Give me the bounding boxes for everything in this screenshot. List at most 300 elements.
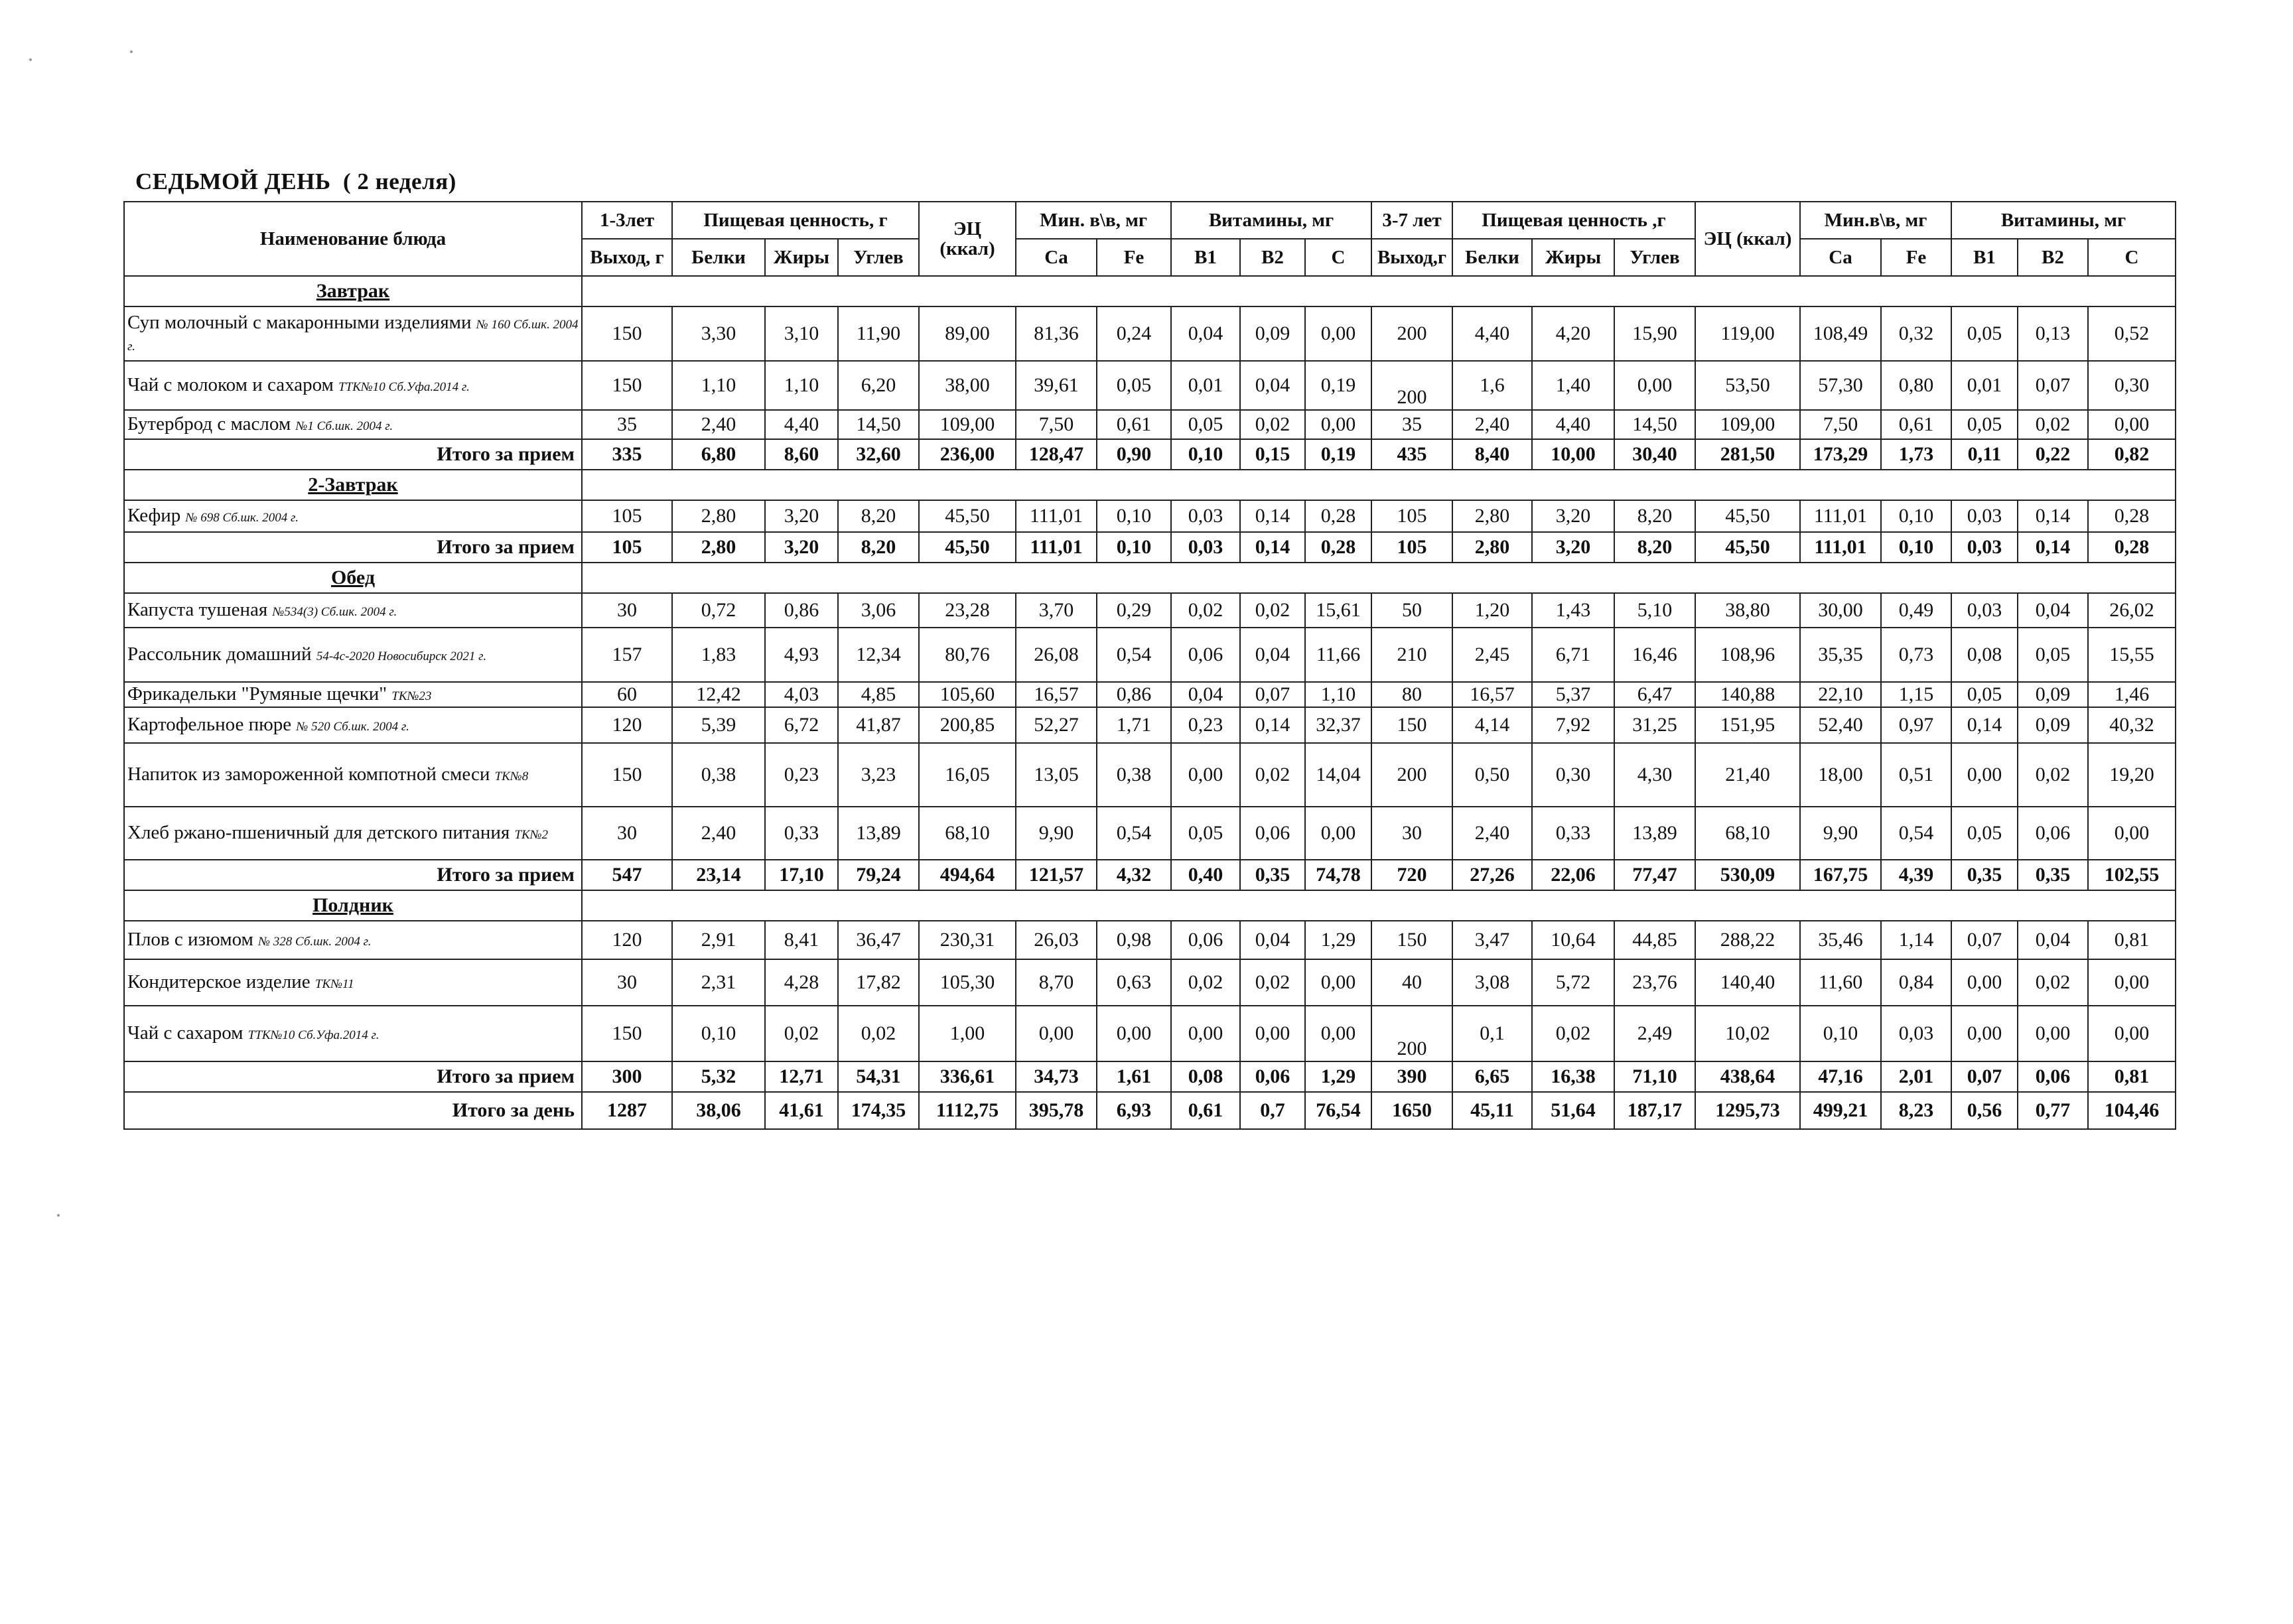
document-title: СЕДЬМОЙ ДЕНЬ ( 2 неделя) [135, 169, 456, 194]
dish-value-cell: 68,10 [919, 807, 1016, 860]
dish-value-cell: 17,82 [838, 959, 919, 1006]
dish-name: Чай с молоком и сахаром [127, 374, 334, 396]
meal-total-value-cell: 720 [1371, 860, 1452, 890]
dish-value-cell: 0,01 [1951, 361, 2018, 410]
day-total-value-cell: 6,93 [1097, 1092, 1171, 1129]
meal-total-value-cell: 45,50 [919, 532, 1016, 563]
dish-value-cell: 0,61 [1097, 410, 1171, 439]
meal-total-value-cell: 0,10 [1097, 532, 1171, 563]
dish-value-cell: 4,85 [838, 682, 919, 707]
header-ca-1: Ca [1016, 239, 1097, 276]
header-protein-2: Белки [1452, 239, 1532, 276]
dish-value-cell: 11,90 [838, 306, 919, 361]
dish-value-cell: 0,02 [1532, 1006, 1614, 1061]
meal-total-value-cell: 10,00 [1532, 439, 1614, 470]
dish-value-cell: 38,80 [1695, 593, 1800, 628]
meal-total-value-cell: 173,29 [1800, 439, 1881, 470]
dish-name-cell [124, 807, 582, 860]
dish-value-cell: 13,89 [838, 807, 919, 860]
dish-value-cell: 7,50 [1800, 410, 1881, 439]
dish-value-cell: 0,09 [1240, 306, 1305, 361]
day-total-label: Итого за день [124, 1092, 582, 1129]
dish-value-cell: 0,51 [1881, 743, 1951, 807]
section-header-row [124, 890, 2176, 921]
dish-value-cell: 0,86 [765, 593, 838, 628]
meal-total-value-cell: 300 [582, 1061, 672, 1092]
dish-value-cell: 120 [582, 707, 672, 743]
header-protein-1: Белки [672, 239, 765, 276]
dish-value-cell: 0,05 [1171, 807, 1240, 860]
header-carb-1: Углев [838, 239, 919, 276]
dish-value-cell: 4,40 [1532, 410, 1614, 439]
dish-value-cell: 16,57 [1452, 682, 1532, 707]
dish-value-cell: 23,76 [1614, 959, 1695, 1006]
dish-value-cell: 81,36 [1016, 306, 1097, 361]
meal-total-value-cell: 45,50 [1695, 532, 1800, 563]
dish-value-cell: 0,73 [1881, 628, 1951, 682]
dish-value-cell: 200 [1371, 1006, 1452, 1061]
meal-total-value-cell: 494,64 [919, 860, 1016, 890]
dish-value-cell: 0,00 [1171, 743, 1240, 807]
meal-total-value-cell: 0,10 [1171, 439, 1240, 470]
meal-total-value-cell: 0,11 [1951, 439, 2018, 470]
dish-value-cell: 1,71 [1097, 707, 1171, 743]
dish-value-cell: 41,87 [838, 707, 919, 743]
meal-total-value-cell: 17,10 [765, 860, 838, 890]
meal-total-value-cell: 32,60 [838, 439, 919, 470]
dish-name-cell [124, 707, 582, 743]
section-header-row [124, 470, 2176, 500]
dish-value-cell: 0,81 [2088, 921, 2176, 959]
dish-value-cell: 3,20 [1532, 500, 1614, 532]
dish-row [124, 410, 2176, 439]
scan-speck [57, 1214, 60, 1217]
dish-value-cell: 11,66 [1305, 628, 1371, 682]
dish-name-cell [124, 743, 582, 807]
day-total-value-cell: 1287 [582, 1092, 672, 1129]
meal-total-value-cell: 281,50 [1695, 439, 1800, 470]
dish-value-cell: 0,00 [1305, 959, 1371, 1006]
meal-total-value-cell: 0,19 [1305, 439, 1371, 470]
dish-value-cell: 0,14 [1240, 707, 1305, 743]
dish-value-cell: 150 [582, 361, 672, 410]
dish-value-cell: 0,02 [1240, 743, 1305, 807]
header-age-1-3: 1-3лет [582, 202, 672, 239]
dish-recipe-reference: 54-4с-2020 Новосибирск 2021 г. [316, 649, 487, 664]
header-fat-1: Жиры [765, 239, 838, 276]
header-b1-2: B1 [1951, 239, 2018, 276]
dish-value-cell: 21,40 [1695, 743, 1800, 807]
dish-value-cell: 0,09 [2018, 707, 2088, 743]
dish-row [124, 807, 2176, 860]
menu-body [124, 276, 2176, 1129]
dish-value-cell: 0,33 [765, 807, 838, 860]
dish-value-cell: 0,00 [1305, 1006, 1371, 1061]
dish-row [124, 593, 2176, 628]
dish-value-cell: 1,15 [1881, 682, 1951, 707]
dish-value-cell: 0,05 [1951, 306, 2018, 361]
dish-recipe-reference: № 160 Сб.шк. 2004 г. [127, 317, 579, 354]
day-total-value-cell: 0,77 [2018, 1092, 2088, 1129]
dish-value-cell: 0,06 [1171, 628, 1240, 682]
dish-row [124, 743, 2176, 807]
header-c-1: C [1305, 239, 1371, 276]
dish-value-cell: 40,32 [2088, 707, 2176, 743]
dish-recipe-reference: ТТК№10 Сб.Уфа.2014 г. [338, 380, 470, 395]
dish-value-cell: 2,80 [672, 500, 765, 532]
dish-value-cell: 0,04 [1171, 306, 1240, 361]
dish-value-cell: 0,00 [2088, 959, 2176, 1006]
dish-value-cell: 4,14 [1452, 707, 1532, 743]
dish-value-cell: 80 [1371, 682, 1452, 707]
dish-value-cell: 12,42 [672, 682, 765, 707]
meal-total-value-cell: 0,06 [1240, 1061, 1305, 1092]
dish-value-cell: 0,10 [1800, 1006, 1881, 1061]
header-nutrition-1: Пищевая ценность, г [672, 202, 919, 239]
dish-value-cell: 1,29 [1305, 921, 1371, 959]
dish-value-cell: 30,00 [1800, 593, 1881, 628]
dish-value-cell: 0,00 [2088, 1006, 2176, 1061]
meal-total-value-cell: 236,00 [919, 439, 1016, 470]
dish-recipe-reference: ТК№23 [391, 689, 432, 704]
meal-total-value-cell: 79,24 [838, 860, 919, 890]
dish-value-cell: 15,55 [2088, 628, 2176, 682]
dish-value-cell: 8,70 [1016, 959, 1097, 1006]
dish-value-cell: 0,97 [1881, 707, 1951, 743]
header-output-1: Выход, г [582, 239, 672, 276]
dish-value-cell: 0,98 [1097, 921, 1171, 959]
dish-recipe-reference: № 520 Сб.шк. 2004 г. [296, 720, 409, 734]
dish-name-cell [124, 593, 582, 628]
dish-value-cell: 14,50 [838, 410, 919, 439]
dish-value-cell: 230,31 [919, 921, 1016, 959]
dish-value-cell: 5,39 [672, 707, 765, 743]
dish-recipe-reference: №534(3) Сб.шк. 2004 г. [272, 605, 397, 620]
dish-value-cell: 0,02 [1240, 593, 1305, 628]
dish-value-cell: 80,76 [919, 628, 1016, 682]
dish-name: Рассольник домашний [127, 643, 312, 665]
meal-total-value-cell: 6,65 [1452, 1061, 1532, 1092]
meal-total-label: Итого за прием [124, 860, 582, 890]
dish-value-cell: 3,30 [672, 306, 765, 361]
dish-value-cell: 200 [1371, 306, 1452, 361]
dish-value-cell: 0,02 [1171, 593, 1240, 628]
meal-total-value-cell: 0,82 [2088, 439, 2176, 470]
dish-value-cell: 6,47 [1614, 682, 1695, 707]
dish-value-cell: 3,08 [1452, 959, 1532, 1006]
header-minerals-1: Мин. в\в, мг [1016, 202, 1171, 239]
dish-value-cell: 0,19 [1305, 361, 1371, 410]
dish-value-cell: 3,06 [838, 593, 919, 628]
section-filler [582, 563, 2176, 593]
dish-value-cell: 200,85 [919, 707, 1016, 743]
day-total-value-cell: 8,23 [1881, 1092, 1951, 1129]
day-total-value-cell: 174,35 [838, 1092, 919, 1129]
dish-value-cell: 140,88 [1695, 682, 1800, 707]
dish-name: Кондитерское изделие [127, 971, 311, 993]
meal-total-row [124, 1061, 2176, 1092]
dish-value-cell: 19,20 [2088, 743, 2176, 807]
dish-value-cell: 35 [1371, 410, 1452, 439]
dish-name: Кефир [127, 505, 181, 527]
dish-row [124, 959, 2176, 1006]
dish-value-cell: 0,84 [1881, 959, 1951, 1006]
dish-value-cell: 0,00 [1305, 306, 1371, 361]
meal-total-value-cell: 2,01 [1881, 1061, 1951, 1092]
dish-value-cell: 0,50 [1452, 743, 1532, 807]
dish-value-cell: 0,05 [1097, 361, 1171, 410]
meal-total-value-cell: 0,10 [1881, 532, 1951, 563]
dish-value-cell: 0,33 [1532, 807, 1614, 860]
day-total-value-cell: 0,61 [1171, 1092, 1240, 1129]
dish-value-cell: 150 [582, 1006, 672, 1061]
dish-value-cell: 18,00 [1800, 743, 1881, 807]
dish-value-cell: 105,30 [919, 959, 1016, 1006]
dish-value-cell: 0,03 [1951, 593, 2018, 628]
dish-value-cell: 13,05 [1016, 743, 1097, 807]
section-title: 2-Завтрак [124, 470, 582, 500]
dish-value-cell: 0,00 [2088, 807, 2176, 860]
dish-row [124, 921, 2176, 959]
meal-total-value-cell: 71,10 [1614, 1061, 1695, 1092]
meal-total-value-cell: 77,47 [1614, 860, 1695, 890]
dish-name: Суп молочный с макаронными изделиями [127, 311, 472, 333]
dish-value-cell: 22,10 [1800, 682, 1881, 707]
meal-total-value-cell: 547 [582, 860, 672, 890]
dish-value-cell: 32,37 [1305, 707, 1371, 743]
meal-total-value-cell: 0,35 [1240, 860, 1305, 890]
dish-value-cell: 0,52 [2088, 306, 2176, 361]
header-dish-name: Наименование блюда [124, 202, 582, 276]
dish-value-cell: 45,50 [919, 500, 1016, 532]
dish-value-cell: 0,04 [1240, 921, 1305, 959]
section-title: Обед [124, 563, 582, 593]
dish-name-cell [124, 1006, 582, 1061]
dish-value-cell: 0,00 [1951, 959, 2018, 1006]
dish-value-cell: 0,04 [1240, 361, 1305, 410]
day-total-value-cell: 0,56 [1951, 1092, 2018, 1129]
dish-value-cell: 45,50 [1695, 500, 1800, 532]
dish-value-cell: 12,34 [838, 628, 919, 682]
dish-value-cell: 0,07 [1951, 921, 2018, 959]
meal-total-value-cell: 167,75 [1800, 860, 1881, 890]
dish-value-cell: 0,24 [1097, 306, 1171, 361]
meal-total-value-cell: 4,32 [1097, 860, 1171, 890]
meal-total-value-cell: 8,40 [1452, 439, 1532, 470]
dish-value-cell: 60 [582, 682, 672, 707]
dish-value-cell: 4,20 [1532, 306, 1614, 361]
dish-value-cell: 0,07 [1240, 682, 1305, 707]
dish-value-cell: 0,00 [2088, 410, 2176, 439]
section-filler [582, 470, 2176, 500]
dish-value-cell: 2,80 [1452, 500, 1532, 532]
dish-value-cell: 10,64 [1532, 921, 1614, 959]
meal-total-value-cell: 0,08 [1171, 1061, 1240, 1092]
meal-total-value-cell: 8,20 [838, 532, 919, 563]
dish-value-cell: 0,02 [2018, 959, 2088, 1006]
meal-total-value-cell: 121,57 [1016, 860, 1097, 890]
header-nutrition-2: Пищевая ценность ,г [1452, 202, 1695, 239]
dish-name: Хлеб ржано-пшеничный для детского питания [127, 822, 510, 844]
meal-total-value-cell: 5,32 [672, 1061, 765, 1092]
header-b2-2: B2 [2018, 239, 2088, 276]
dish-value-cell: 0,54 [1097, 628, 1171, 682]
dish-value-cell: 0,30 [2088, 361, 2176, 410]
header-b1-1: B1 [1171, 239, 1240, 276]
meal-total-row [124, 860, 2176, 890]
header-fe-2: Fe [1881, 239, 1951, 276]
header-output-2: Выход,г [1371, 239, 1452, 276]
meal-total-value-cell: 0,06 [2018, 1061, 2088, 1092]
dish-value-cell: 0,1 [1452, 1006, 1532, 1061]
dish-value-cell: 0,54 [1881, 807, 1951, 860]
dish-value-cell: 1,10 [1305, 682, 1371, 707]
dish-value-cell: 0,00 [1305, 410, 1371, 439]
dish-value-cell: 52,27 [1016, 707, 1097, 743]
meal-total-value-cell: 0,07 [1951, 1061, 2018, 1092]
dish-value-cell: 1,83 [672, 628, 765, 682]
section-header-row [124, 276, 2176, 306]
dish-value-cell: 0,63 [1097, 959, 1171, 1006]
dish-value-cell: 109,00 [919, 410, 1016, 439]
dish-value-cell: 16,05 [919, 743, 1016, 807]
section-header-row [124, 563, 2176, 593]
section-title: Завтрак [124, 276, 582, 306]
dish-value-cell: 0,28 [2088, 500, 2176, 532]
dish-value-cell: 30 [582, 807, 672, 860]
meal-total-value-cell: 16,38 [1532, 1061, 1614, 1092]
dish-value-cell: 0,07 [2018, 361, 2088, 410]
meal-total-value-cell: 8,20 [1614, 532, 1695, 563]
dish-value-cell: 9,90 [1800, 807, 1881, 860]
day-total-value-cell: 499,21 [1800, 1092, 1881, 1129]
dish-value-cell: 0,72 [672, 593, 765, 628]
dish-value-cell: 0,00 [1171, 1006, 1240, 1061]
dish-value-cell: 7,50 [1016, 410, 1097, 439]
dish-value-cell: 1,10 [672, 361, 765, 410]
dish-value-cell: 0,32 [1881, 306, 1951, 361]
menu-table [123, 201, 2176, 1130]
dish-value-cell: 89,00 [919, 306, 1016, 361]
scan-speck [29, 58, 32, 61]
dish-value-cell: 0,02 [765, 1006, 838, 1061]
dish-value-cell: 35,46 [1800, 921, 1881, 959]
dish-value-cell: 200 [1371, 743, 1452, 807]
dish-value-cell: 3,10 [765, 306, 838, 361]
dish-value-cell: 4,28 [765, 959, 838, 1006]
section-filler [582, 890, 2176, 921]
meal-total-row [124, 532, 2176, 563]
dish-value-cell: 0,04 [2018, 921, 2088, 959]
dish-value-cell: 26,03 [1016, 921, 1097, 959]
day-total-value-cell: 0,7 [1240, 1092, 1305, 1129]
dish-value-cell: 150 [582, 743, 672, 807]
header-energy-1 [919, 202, 1016, 276]
dish-value-cell: 288,22 [1695, 921, 1800, 959]
meal-total-value-cell: 105 [582, 532, 672, 563]
dish-value-cell: 0,38 [1097, 743, 1171, 807]
dish-row [124, 1006, 2176, 1061]
day-total-value-cell: 1112,75 [919, 1092, 1016, 1129]
dish-value-cell: 140,40 [1695, 959, 1800, 1006]
dish-name-cell [124, 682, 582, 707]
dish-name-cell [124, 959, 582, 1006]
dish-value-cell: 0,10 [1097, 500, 1171, 532]
meal-total-value-cell: 6,80 [672, 439, 765, 470]
dish-value-cell: 6,20 [838, 361, 919, 410]
header-b2-1: B2 [1240, 239, 1305, 276]
dish-value-cell: 2,45 [1452, 628, 1532, 682]
dish-value-cell: 6,72 [765, 707, 838, 743]
dish-name: Картофельное пюре [127, 714, 292, 736]
dish-value-cell: 40 [1371, 959, 1452, 1006]
dish-value-cell: 0,13 [2018, 306, 2088, 361]
dish-value-cell: 8,20 [838, 500, 919, 532]
dish-value-cell: 0,49 [1881, 593, 1951, 628]
dish-value-cell: 0,29 [1097, 593, 1171, 628]
scan-speck [130, 50, 133, 53]
meal-total-value-cell: 74,78 [1305, 860, 1371, 890]
meal-total-value-cell: 23,14 [672, 860, 765, 890]
dish-name: Капуста тушеная [127, 599, 268, 621]
dish-value-cell: 151,95 [1695, 707, 1800, 743]
meal-total-value-cell: 435 [1371, 439, 1452, 470]
meal-total-value-cell: 47,16 [1800, 1061, 1881, 1092]
dish-recipe-reference: ТК№8 [494, 770, 529, 784]
header-minerals-2: Мин.в\в, мг [1800, 202, 1951, 239]
dish-value-cell: 53,50 [1695, 361, 1800, 410]
dish-value-cell: 0,02 [838, 1006, 919, 1061]
dish-name-cell [124, 500, 582, 532]
dish-value-cell: 0,04 [2018, 593, 2088, 628]
dish-value-cell: 0,00 [1614, 361, 1695, 410]
dish-name-cell [124, 410, 582, 439]
dish-value-cell: 0,38 [672, 743, 765, 807]
dish-recipe-reference: ТК№11 [314, 977, 354, 992]
meal-total-value-cell: 0,90 [1097, 439, 1171, 470]
meal-total-value-cell: 27,26 [1452, 860, 1532, 890]
dish-value-cell: 0,00 [1305, 807, 1371, 860]
dish-value-cell: 8,20 [1614, 500, 1695, 532]
dish-value-cell: 0,04 [1171, 682, 1240, 707]
dish-value-cell: 0,06 [1240, 807, 1305, 860]
dish-value-cell: 0,08 [1951, 628, 2018, 682]
dish-value-cell: 0,00 [2018, 1006, 2088, 1061]
day-total-value-cell: 76,54 [1305, 1092, 1371, 1129]
dish-value-cell: 5,72 [1532, 959, 1614, 1006]
dish-value-cell: 15,90 [1614, 306, 1695, 361]
header-fe-1: Fe [1097, 239, 1171, 276]
dish-row [124, 361, 2176, 410]
dish-value-cell: 14,50 [1614, 410, 1695, 439]
dish-value-cell: 11,60 [1800, 959, 1881, 1006]
dish-value-cell: 105 [582, 500, 672, 532]
dish-value-cell: 119,00 [1695, 306, 1800, 361]
dish-value-cell: 30 [582, 959, 672, 1006]
meal-total-value-cell: 1,73 [1881, 439, 1951, 470]
dish-value-cell: 13,89 [1614, 807, 1695, 860]
dish-value-cell: 0,05 [1951, 807, 2018, 860]
dish-value-cell: 1,00 [919, 1006, 1016, 1061]
dish-value-cell: 1,46 [2088, 682, 2176, 707]
dish-value-cell: 150 [582, 306, 672, 361]
dish-value-cell: 0,54 [1097, 807, 1171, 860]
meal-total-value-cell: 30,40 [1614, 439, 1695, 470]
dish-name: Бутерброд с маслом [127, 413, 291, 435]
meal-total-value-cell: 335 [582, 439, 672, 470]
dish-value-cell: 0,14 [1951, 707, 2018, 743]
meal-total-value-cell: 0,03 [1171, 532, 1240, 563]
